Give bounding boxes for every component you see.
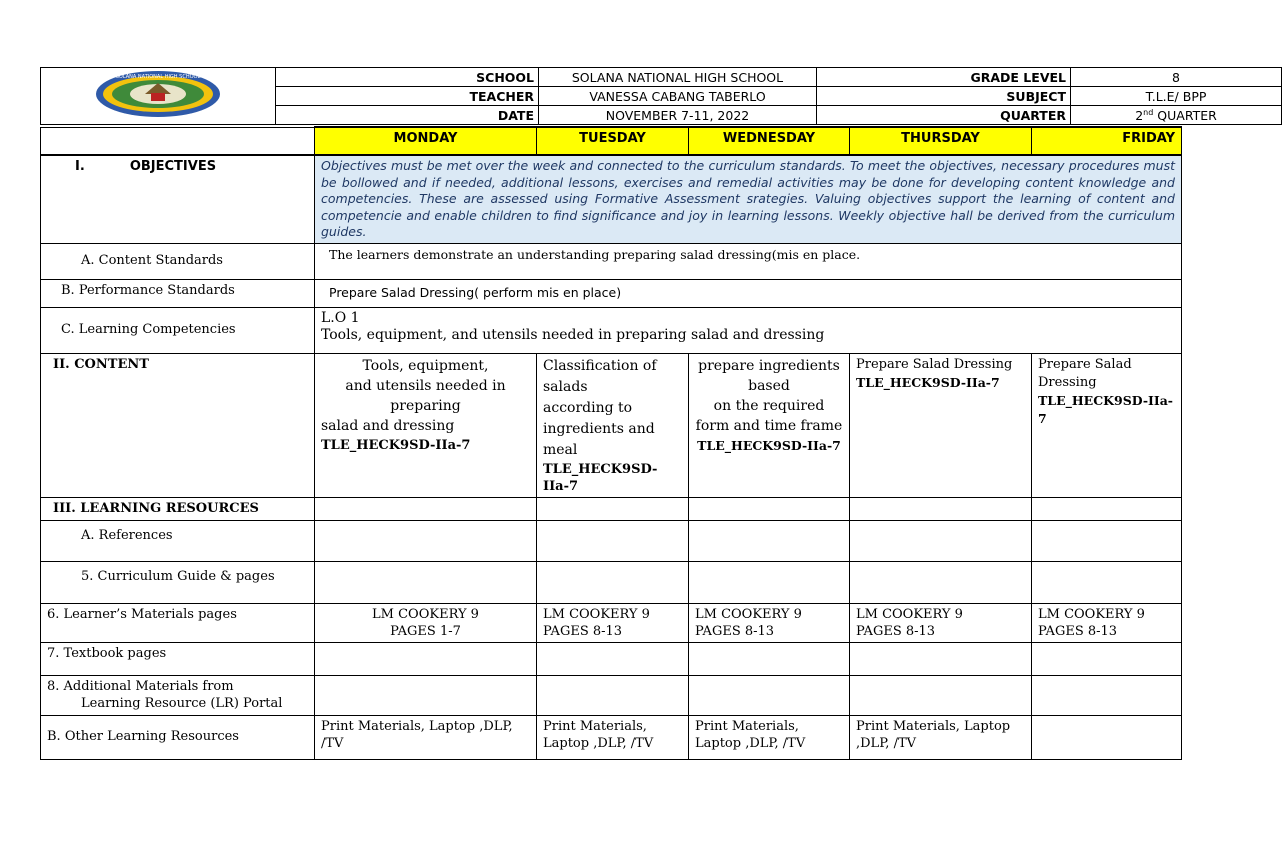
lm-wednesday: [689, 603, 850, 642]
additional-materials-label: [41, 675, 315, 715]
quarter-word: QUARTER: [1157, 107, 1217, 123]
quarter-label: QUARTER: [817, 106, 1071, 125]
textbook-label: 7. Textbook pages: [41, 642, 315, 675]
content-monday-code: TLE_HECK9SD-IIa-7: [321, 437, 471, 453]
cell: [315, 561, 537, 603]
other-line: Print Materials, Laptop ,DLP,: [321, 718, 513, 734]
day-monday: MONDAY: [315, 127, 537, 155]
other-friday: [1032, 715, 1182, 759]
cell: [689, 642, 850, 675]
cell: [315, 497, 537, 520]
content-standards-row: [41, 243, 1182, 279]
quarter-value: [1071, 106, 1282, 125]
lm-thursday: [850, 603, 1032, 642]
other-line: ,DLP, /TV: [856, 735, 917, 751]
content-thursday: [850, 353, 1032, 497]
teacher-value: VANESSA CABANG TABERLO: [539, 87, 817, 106]
competencies-label: C. Learning Competencies: [41, 307, 315, 353]
content-monday-line: preparing: [390, 397, 461, 414]
cell: [537, 561, 689, 603]
school-seal-icon: [93, 69, 223, 119]
other-line: Print Materials, Laptop: [856, 718, 1011, 734]
lm-friday: [1032, 603, 1182, 642]
performance-standards-label: B. Performance Standards: [41, 279, 315, 307]
cell: [537, 497, 689, 520]
content-tuesday-line: salads: [543, 378, 588, 395]
quarter-number: 2: [1135, 107, 1144, 123]
cell: [537, 675, 689, 715]
cell: [850, 675, 1032, 715]
content-row: [41, 353, 1182, 497]
references-label: A. References: [41, 520, 315, 561]
other-line: /TV: [321, 735, 344, 751]
objectives-label: [41, 155, 315, 243]
objectives-text: Objectives must be met over the week and connected to the curriculum standards. To meet the objectives, necessary procedures must be bollowed and if needed, additional lessons, exercises and remedial activities may be done for developing content knowledge and competencies. These are assessed using Formative Assessment srategies. Valuing objectives support the learning of content and competencie and enable children to find significance and joy in learning lessons. Weekly objective hall be derived from the curriculum guides.: [315, 155, 1182, 243]
performance-standards-text: Prepare Salad Dressing( perform mis en place): [315, 279, 1182, 307]
cell: [315, 642, 537, 675]
references-row: [41, 520, 1182, 561]
lm-title: LM COOKERY 9: [856, 606, 963, 622]
performance-standards-row: [41, 279, 1182, 307]
content-monday-line: Tools, equipment,: [362, 357, 489, 374]
day-tuesday: TUESDAY: [537, 127, 689, 155]
lm-tuesday: [537, 603, 689, 642]
content-monday-line: and utensils needed in: [345, 377, 506, 394]
content-wednesday-code: TLE_HECK9SD-IIa-7: [697, 437, 841, 453]
lm-title: LM COOKERY 9: [695, 606, 802, 622]
other-monday: [315, 715, 537, 759]
cell: [689, 497, 850, 520]
content-standards-text: The learners demonstrate an understanding preparing salad dressing(mis en place.: [315, 243, 1182, 279]
competencies-lo: L.O 1: [321, 309, 360, 326]
days-header-row: [41, 127, 1182, 155]
logo-text: SOLANA NATIONAL HIGH SCHOOL: [115, 74, 201, 80]
cell: [1032, 642, 1182, 675]
other-line: Print Materials,: [543, 718, 647, 734]
competencies-description: Tools, equipment, and utensils needed in preparing salad and dressing: [321, 326, 825, 343]
lm-title: LM COOKERY 9: [372, 606, 479, 622]
other-resources-row: [41, 715, 1182, 759]
cell: [315, 675, 537, 715]
additional-materials-line2: Learning Resource (LR) Portal: [81, 695, 283, 711]
other-resources-label: B. Other Learning Resources: [41, 715, 315, 759]
cell: [850, 561, 1032, 603]
subject-label: SUBJECT: [817, 87, 1071, 106]
objectives-number: I.: [75, 159, 85, 174]
day-thursday: THURSDAY: [850, 127, 1032, 155]
other-line: Laptop ,DLP, /TV: [695, 735, 806, 751]
content-tuesday-code: TLE_HECK9SD-IIa-7: [543, 461, 658, 494]
content-thursday-code: TLE_HECK9SD-IIa-7: [856, 374, 1000, 390]
lm-pages: PAGES 8-13: [695, 623, 775, 639]
cell: [1032, 520, 1182, 561]
grade-level-value: 8: [1071, 68, 1282, 87]
subject-value: T.L.E/ BPP: [1071, 87, 1282, 106]
day-friday: FRIDAY: [1032, 127, 1182, 155]
lm-monday: [315, 603, 537, 642]
date-label: DATE: [276, 106, 539, 125]
lm-title: LM COOKERY 9: [1038, 606, 1145, 622]
textbook-row: [41, 642, 1182, 675]
date-value: NOVEMBER 7-11, 2022: [539, 106, 817, 125]
content-wednesday: [689, 353, 850, 497]
other-wednesday: [689, 715, 850, 759]
cell: [850, 642, 1032, 675]
cell: [689, 520, 850, 561]
cell: [1032, 561, 1182, 603]
header-table: [40, 67, 1282, 125]
content-wednesday-line: form and time frame: [695, 417, 843, 434]
competencies-row: [41, 307, 1182, 353]
lm-pages: PAGES 8-13: [543, 623, 623, 639]
content-friday-title: Prepare Salad Dressing: [1038, 356, 1132, 390]
lm-pages: PAGES 8-13: [1038, 623, 1118, 639]
cell: [689, 561, 850, 603]
quarter-suffix: nd: [1143, 107, 1154, 117]
other-line: Print Materials,: [695, 718, 799, 734]
lm-pages: PAGES 1-7: [390, 623, 461, 639]
content-friday: [1032, 353, 1182, 497]
other-tuesday: [537, 715, 689, 759]
content-label: II. CONTENT: [41, 353, 315, 497]
competencies-text: [315, 307, 1182, 353]
cell: [850, 520, 1032, 561]
objectives-title: OBJECTIVES: [129, 159, 217, 174]
day-wednesday: WEDNESDAY: [689, 127, 850, 155]
content-thursday-title: Prepare Salad Dressing: [856, 356, 1013, 372]
content-wednesday-line: on the required: [713, 397, 825, 414]
cell: [1032, 675, 1182, 715]
content-standards-label: A. Content Standards: [41, 243, 315, 279]
cell: [315, 520, 537, 561]
lesson-log-table: [40, 126, 1182, 760]
content-tuesday: [537, 353, 689, 497]
content-tuesday-line: according to: [543, 399, 633, 416]
grade-level-label: GRADE LEVEL: [817, 68, 1071, 87]
learning-resources-row: [41, 497, 1182, 520]
content-tuesday-line: meal: [543, 441, 578, 458]
learners-materials-row: [41, 603, 1182, 642]
learners-materials-label: 6. Learner’s Materials pages: [41, 603, 315, 642]
school-logo: [41, 68, 276, 125]
cell: [1032, 497, 1182, 520]
objectives-row: [41, 155, 1182, 243]
learning-resources-label: III. LEARNING RESOURCES: [41, 497, 315, 520]
curriculum-guide-label: 5. Curriculum Guide & pages: [41, 561, 315, 603]
cell: [537, 642, 689, 675]
content-wednesday-line: based: [748, 377, 790, 394]
content-tuesday-line: Classification of: [543, 357, 657, 374]
additional-materials-line1: 8. Additional Materials from: [47, 678, 234, 694]
days-header-blank: [41, 127, 315, 155]
content-friday-code: TLE_HECK9SD-IIa-7: [1038, 392, 1173, 426]
cell: [537, 520, 689, 561]
other-thursday: [850, 715, 1032, 759]
content-tuesday-line: ingredients and: [543, 420, 655, 437]
content-wednesday-line: prepare ingredients: [698, 357, 840, 374]
cell: [689, 675, 850, 715]
teacher-label: TEACHER: [276, 87, 539, 106]
lm-pages: PAGES 8-13: [856, 623, 936, 639]
other-line: Laptop ,DLP, /TV: [543, 735, 654, 751]
school-label: SCHOOL: [276, 68, 539, 87]
lm-title: LM COOKERY 9: [543, 606, 650, 622]
school-value: SOLANA NATIONAL HIGH SCHOOL: [539, 68, 817, 87]
additional-materials-row: [41, 675, 1182, 715]
content-monday: [315, 353, 537, 497]
cell: [850, 497, 1032, 520]
content-monday-line: salad and dressing: [321, 417, 455, 434]
curriculum-guide-row: [41, 561, 1182, 603]
